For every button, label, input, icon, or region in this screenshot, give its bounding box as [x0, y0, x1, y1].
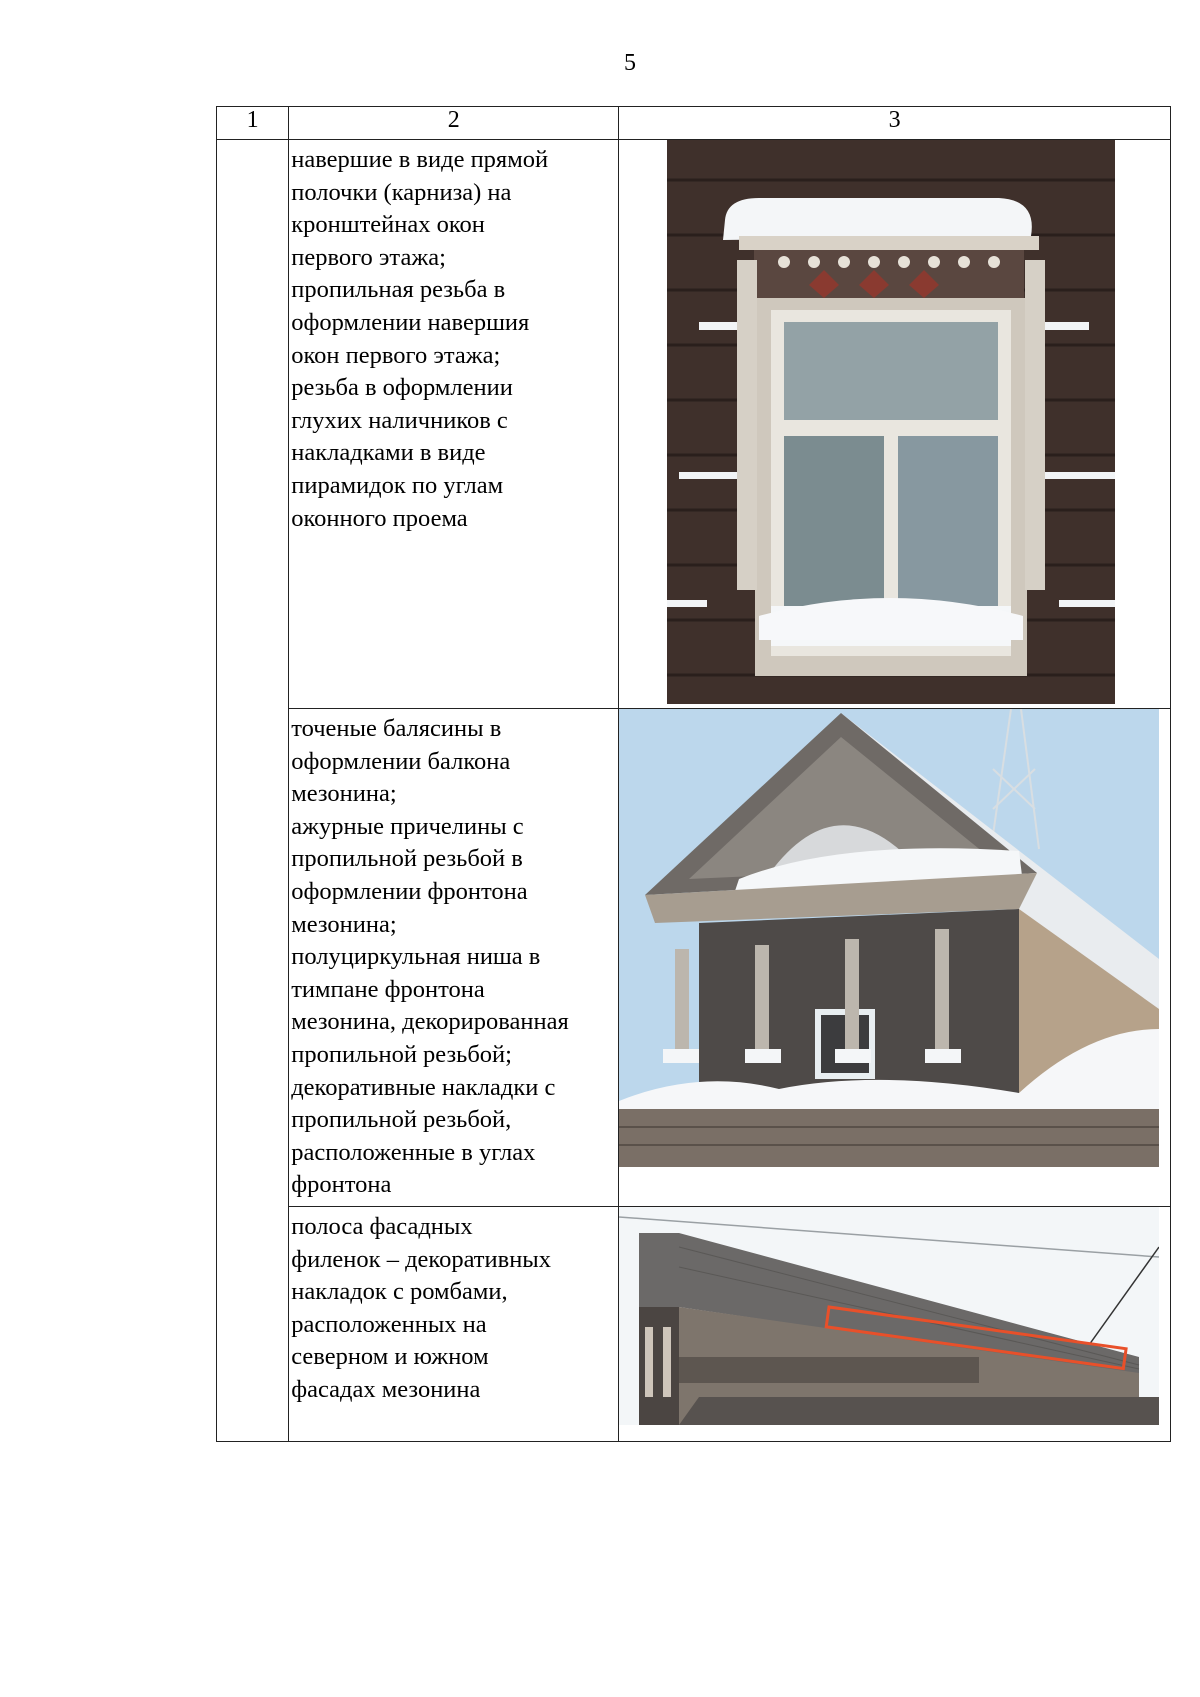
feature-description-cell [289, 140, 619, 709]
row-number-cell [217, 140, 289, 1442]
feature-description-cell [289, 709, 619, 1207]
photo-cell [619, 1206, 1171, 1441]
column-header-2: 2 [289, 107, 619, 140]
window-photo [619, 140, 1159, 704]
photo-cell [619, 709, 1171, 1207]
photo-cell [619, 140, 1171, 709]
page-number: 5 [624, 50, 636, 76]
feature-description: точеные балясины в оформлении балкона мезонина; ажурные причелины с пропильной резьбой в оформлении фронтона мезонина; полуциркульная ниша в тимпане фронтона мезонина, декорированная пропильной резьбой; декоративные накладки с пропильной резьбой, расположенные в углах фронтона [291, 715, 569, 1199]
table-header-row [217, 107, 1171, 140]
facade-panels-photo [619, 1207, 1159, 1425]
table-row [217, 1206, 1171, 1441]
column-header-1: 1 [217, 107, 289, 140]
table-row [217, 709, 1171, 1207]
table-row [217, 140, 1171, 709]
mezzanine-photo [619, 709, 1159, 1167]
feature-description-cell [289, 1206, 619, 1441]
feature-description: навершие в виде прямой полочки (карниза) на кронштейнах окон первого этажа; пропильная резьба в оформлении навершия окон первого этажа; резьба в оформлении глухих наличников с накладками в виде пирамидок по углам оконного проема [291, 146, 549, 532]
feature-description: полоса фасадных филенок – декоративных накладок с ромбами, расположенных на северном и южном фасадах мезонина [291, 1212, 552, 1403]
description-table [216, 106, 1171, 1442]
column-header-3: 3 [619, 107, 1171, 140]
